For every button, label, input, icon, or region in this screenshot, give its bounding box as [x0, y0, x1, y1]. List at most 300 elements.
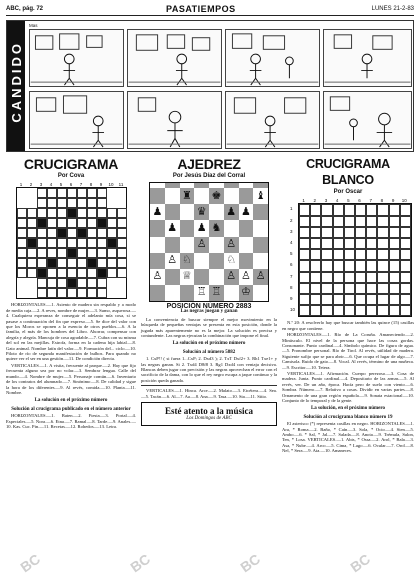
chess-square	[194, 285, 209, 301]
crucigrama-cell	[67, 188, 77, 198]
chess-square	[253, 188, 268, 204]
chess-piece-icon: ♝	[255, 189, 266, 202]
blanco-col-number: 4	[335, 198, 339, 203]
chess-square	[209, 237, 224, 253]
chess-square	[209, 285, 224, 301]
crucigrama-cell	[77, 218, 87, 228]
chess-piece-icon: ♕	[181, 270, 192, 283]
blanco-cell	[389, 283, 400, 294]
blanco-cell	[321, 305, 332, 316]
crucigrama-cell	[37, 208, 47, 218]
blanco-cell	[344, 294, 355, 305]
comic-drawing-7	[226, 92, 319, 148]
blanco-cell	[299, 283, 310, 294]
crucigrama-cell	[37, 228, 47, 238]
blanco-cell	[366, 260, 377, 271]
crucigrama-cell	[47, 238, 57, 248]
crucigrama-cell	[77, 228, 87, 238]
blanco-col-number: 10	[401, 198, 407, 203]
crucigrama-cell	[107, 248, 117, 258]
chess-square	[239, 237, 254, 253]
blanco-cell	[344, 283, 355, 294]
crucigrama-cell	[27, 278, 37, 288]
chess-piece-icon: ♘	[226, 254, 237, 267]
blanco-cell	[321, 294, 332, 305]
crucigrama-col-number: 3	[39, 182, 43, 187]
blanco-cell	[344, 238, 355, 249]
chess-square	[209, 188, 224, 204]
chess-piece-icon: ♙	[167, 254, 178, 267]
blanco-cell	[377, 227, 388, 238]
crucigrama-cell	[57, 268, 67, 278]
crucigrama-solution-note: La solución en el próximo número	[34, 398, 108, 404]
crucigrama-cell	[37, 238, 47, 248]
chess-square	[180, 220, 195, 236]
crucigrama-cell	[67, 288, 77, 298]
blanco-cell	[389, 272, 400, 283]
blanco-row-number: 6	[290, 262, 293, 268]
chess-square	[224, 204, 239, 220]
crucigrama-cell	[27, 218, 37, 228]
crucigrama-cell	[37, 278, 47, 288]
chess-square	[165, 220, 180, 236]
crucigrama-cell	[77, 208, 87, 218]
crucigrama-cell	[77, 198, 87, 208]
crucigrama-cell	[87, 288, 97, 298]
header-page-ref: ABC, pág. 72	[6, 6, 44, 12]
comic-drawing-3	[226, 30, 319, 86]
blanco-cell	[310, 272, 321, 283]
blanco-cell	[366, 204, 377, 215]
blanco-cell	[377, 283, 388, 294]
chess-piece-icon: ♙	[196, 238, 207, 251]
crucigrama-cell	[47, 228, 57, 238]
blanco-cell	[344, 204, 355, 215]
blanco-cell	[344, 272, 355, 283]
chess-square	[239, 220, 254, 236]
crucigrama-cell	[87, 208, 97, 218]
crucigrama-cell	[107, 278, 117, 288]
crucigrama-cell	[57, 218, 67, 228]
chess-square	[165, 204, 180, 220]
chess-square	[150, 285, 165, 301]
blanco-cell	[310, 283, 321, 294]
crucigrama-cell	[67, 198, 77, 208]
blanco-cell	[344, 216, 355, 227]
chess-square	[165, 237, 180, 253]
blanco-cell	[299, 272, 310, 283]
chess-square	[150, 237, 165, 253]
blanco-prev-solution-title: Solución al crucigrama blanco número 19	[303, 414, 393, 420]
crucigrama-cell	[97, 278, 107, 288]
chess-piece-icon: ♞	[211, 221, 222, 234]
crucigrama-col-number: 1	[19, 182, 23, 187]
crucigrama-cell	[37, 248, 47, 258]
blanco-cell	[366, 294, 377, 305]
chess-piece-icon: ♙	[226, 270, 237, 283]
chess-piece-icon: ♟	[152, 205, 163, 218]
crucigrama-cell	[17, 198, 27, 208]
crucigrama-cell	[47, 278, 57, 288]
blanco-cell	[400, 305, 411, 316]
chess-square	[224, 237, 239, 253]
crucigrama-cell	[87, 218, 97, 228]
crucigrama-cell	[67, 218, 77, 228]
crucigrama-cell	[57, 258, 67, 268]
crucigrama-cell	[47, 258, 57, 268]
blanco-cell	[310, 249, 321, 260]
crucigrama-cell	[117, 268, 127, 278]
blanco-cell	[400, 216, 411, 227]
chess-square	[224, 253, 239, 269]
watermark-1: BC	[17, 550, 43, 576]
chess-square	[253, 285, 268, 301]
chess-square	[239, 285, 254, 301]
crucigrama-cell	[37, 188, 47, 198]
chess-square	[194, 269, 209, 285]
chess-square	[253, 253, 268, 269]
crucigrama-cell	[67, 228, 77, 238]
blanco-col-number: 7	[369, 198, 372, 203]
blanco-cell	[310, 204, 321, 215]
chess-piece-icon: ♘	[181, 254, 192, 267]
blanco-cell	[310, 238, 321, 249]
crucigrama-cell	[97, 258, 107, 268]
crucigrama-cell	[97, 208, 107, 218]
blanco-cell	[366, 238, 377, 249]
blanco-title: CRUCIGRAMA BLANCO	[306, 157, 390, 187]
blanco-cell	[333, 260, 344, 271]
crucigrama-cell	[117, 188, 127, 198]
crucigrama-cell	[67, 248, 77, 258]
crucigrama-cell	[37, 258, 47, 268]
crucigrama-cell	[87, 268, 97, 278]
crucigrama-title: CRUCIGRAMA	[23, 156, 119, 172]
chess-piece-icon: ♙	[152, 270, 163, 283]
crucigrama-cell	[77, 288, 87, 298]
crucigrama-cell	[57, 278, 67, 288]
ajedrez-position-title: POSICIÓN NÚMERO 2883	[166, 303, 252, 310]
blanco-row-numbers	[290, 203, 298, 317]
chess-piece-icon: ♖	[196, 286, 207, 299]
blanco-cell	[299, 249, 310, 260]
crucigrama-col-number: 11	[118, 182, 124, 187]
blanco-cell	[299, 227, 310, 238]
comic-panel-5	[29, 91, 124, 149]
chess-square	[180, 237, 195, 253]
blanco-row-number: 1	[290, 206, 293, 212]
blanco-cell	[321, 227, 332, 238]
comic-drawing-2	[128, 30, 221, 86]
chess-board	[149, 182, 269, 302]
blanco-cell	[366, 283, 377, 294]
blanco-grid-area	[290, 198, 414, 317]
comic-caption: Mas	[29, 23, 38, 28]
blanco-cell	[355, 260, 366, 271]
blanco-cell	[400, 294, 411, 305]
blanco-cell	[355, 283, 366, 294]
ajedrez-intro: La conveniencia de buscar siempre el mejor movimiento en la búsqueda de pequeñas ventajas se presenta en esta posición, donde la jugada más aparentemente no es la mejor. La solución es precisa y contundente. Las negras ejecutan la combinación que impone el final.	[141, 316, 277, 339]
crucigrama-cell	[107, 238, 117, 248]
blanco-cell	[400, 249, 411, 260]
crucigrama-cell	[17, 258, 27, 268]
crucigrama-cell	[47, 208, 57, 218]
crucigrama-col-number: 5	[59, 182, 63, 187]
chess-square	[239, 204, 254, 220]
chess-piece-icon: ♙	[240, 270, 251, 283]
chess-piece-icon: ♟	[196, 221, 207, 234]
crucigrama-cell	[17, 238, 27, 248]
blanco-cell	[344, 227, 355, 238]
blanco-cell	[355, 272, 366, 283]
blanco-cell	[366, 227, 377, 238]
crucigrama-cell	[57, 188, 67, 198]
blanco-cell	[333, 249, 344, 260]
blanco-cell	[321, 260, 332, 271]
crucigrama-cell	[107, 288, 117, 298]
ajedrez-title: AJEDREZ	[177, 156, 241, 172]
crucigrama-cell	[87, 198, 97, 208]
chess-square	[165, 285, 180, 301]
crucigrama-cell	[57, 228, 67, 238]
crucigrama-cell	[27, 188, 37, 198]
crucigrama-cell	[87, 228, 97, 238]
crucigrama-cell	[27, 288, 37, 298]
comic-panel-6	[127, 91, 222, 149]
watermark-4: BC	[347, 550, 373, 576]
blanco-cell	[321, 216, 332, 227]
crucigrama-cell	[87, 188, 97, 198]
blanco-cell	[355, 227, 366, 238]
blanco-byline: Por Oscar	[333, 189, 363, 195]
ajedrez-column	[141, 156, 277, 426]
crucigrama-cell	[17, 218, 27, 228]
blanco-cell	[366, 216, 377, 227]
crucigrama-cell	[77, 188, 87, 198]
crucigrama-column	[6, 156, 136, 430]
ajedrez-prev-solution: 1. CxP!! ( si fuera 1...CxP; 2. Dxd3 ); 2. TxT Dxf2+ 3. Rh1 Txe1+ y las negras ganan. Si 2. Txd4 D8f8 3. Rg1 Dxd4 con ventaja decisiva. Blancas deben jugar con precisión y las negras aprovechan el error con el sacrificio de la dama, con lo que el rey negro escapa a jaque continuo y la posición queda ganada.	[141, 356, 277, 383]
blanco-cell	[333, 227, 344, 238]
chess-square	[165, 188, 180, 204]
blanco-cell	[299, 305, 310, 316]
blanco-cell	[310, 216, 321, 227]
chess-square	[194, 253, 209, 269]
blanco-cell	[344, 260, 355, 271]
blanco-cell	[344, 249, 355, 260]
comic-sidebar-label: CANDIDO	[9, 41, 24, 123]
blanco-verticales: VERTICALES.—1. Afirmación. Cuerpo perezoso.—3. Cosa de madera. Junta. Punto cardinal.—4. Depositario de las armas.—5. Al revés, ver. De un año, época. Hacía pero de suelo con viento.—6. Sombra. Número.—7. Relativo a cosas. Dividir en varias partes.—8. Ornamento de una gran región española.—9. Sonata estacional.—10. Conjunto de lo temporal y de la gente.	[282, 370, 414, 403]
blanco-row-number: 4	[290, 239, 293, 245]
blanco-cell	[333, 283, 344, 294]
crucigrama-cell	[17, 228, 27, 238]
crucigrama-cell	[77, 268, 87, 278]
blanco-cell	[299, 238, 310, 249]
crucigrama-cell	[27, 248, 37, 258]
crucigrama-cell	[97, 268, 107, 278]
crucigrama-cell	[77, 248, 87, 258]
crucigrama-cell	[37, 288, 47, 298]
blanco-cell	[377, 238, 388, 249]
blanco-cell	[389, 249, 400, 260]
blanco-cell	[355, 216, 366, 227]
chess-square	[253, 269, 268, 285]
crucigrama-cell	[107, 208, 117, 218]
crucigrama-cell	[57, 248, 67, 258]
blanco-cell	[321, 238, 332, 249]
crucigrama-cell	[97, 218, 107, 228]
blanco-col-number: 1	[302, 198, 305, 203]
crucigrama-byline: Por Cova	[57, 173, 85, 179]
chess-square	[209, 204, 224, 220]
crucigrama-cell	[77, 238, 87, 248]
header-section: PASATIEMPOS	[166, 4, 236, 14]
crucigrama-cell	[77, 278, 87, 288]
chess-square	[194, 188, 209, 204]
blanco-cell	[377, 305, 388, 316]
crucigrama-cell	[47, 248, 57, 258]
chess-square	[180, 204, 195, 220]
chess-square	[165, 253, 180, 269]
blanco-col-number: 3	[324, 198, 328, 203]
crucigrama-cell	[97, 248, 107, 258]
crucigrama-cell	[87, 238, 97, 248]
blanco-col-number: 6	[358, 198, 361, 203]
crucigrama-cell	[117, 278, 127, 288]
blanco-cell	[321, 204, 332, 215]
crucigrama-cell	[107, 228, 117, 238]
crucigrama-grid	[16, 187, 127, 299]
crucigrama-cell	[17, 288, 27, 298]
crucigrama-cell	[47, 288, 57, 298]
ajedrez-byline: Por Jesús Díaz del Corral	[172, 173, 246, 179]
blanco-cell	[400, 204, 411, 215]
crucigrama-cell	[17, 188, 27, 198]
blanco-cell	[377, 294, 388, 305]
chess-piece-icon: ♛	[196, 205, 207, 218]
music-ad	[141, 402, 277, 425]
blanco-cell	[355, 249, 366, 260]
crucigrama-cell	[57, 288, 67, 298]
blanco-cell	[321, 272, 332, 283]
crucigrama-cell	[97, 198, 107, 208]
chess-piece-icon: ♟	[240, 205, 251, 218]
crucigrama-cell	[17, 208, 27, 218]
blanco-cell	[355, 238, 366, 249]
blanco-cell	[400, 272, 411, 283]
chess-square	[180, 188, 195, 204]
verticales-box-text: VERTICALES.—1. Hinca. Arce.—2. Malato.—3. Etcétera.—4. Sea.—5. Tacán.—6. Al—7. Aa.—8. Ana.—9. Tasa.—10. Sta.—11. Sitio.	[141, 385, 277, 399]
crucigrama-cell	[57, 208, 67, 218]
blanco-row-number: 5	[290, 251, 293, 257]
crucigrama-cell	[47, 268, 57, 278]
crucigrama-cell	[77, 258, 87, 268]
chess-square	[165, 269, 180, 285]
comic-drawing-1	[30, 30, 123, 86]
crucigrama-cell	[17, 278, 27, 288]
page-header	[6, 4, 414, 16]
ajedrez-prev-solution-title: Solución al número 5882	[182, 349, 236, 355]
crucigrama-cell	[87, 248, 97, 258]
chess-square	[150, 253, 165, 269]
blanco-row-number: 2	[290, 217, 293, 223]
crucigrama-grid-area	[16, 182, 136, 299]
chess-piece-icon: ♚	[211, 189, 222, 202]
crucigrama-cell	[67, 208, 77, 218]
crucigrama-cell	[107, 198, 117, 208]
blanco-cell	[377, 204, 388, 215]
crucigrama-cell	[97, 228, 107, 238]
watermark-3: BC	[237, 550, 263, 576]
blanco-cell	[400, 238, 411, 249]
chess-square	[224, 220, 239, 236]
crucigrama-cell	[107, 268, 117, 278]
crucigrama-col-number: 8	[89, 182, 93, 187]
chess-square	[224, 285, 239, 301]
crucigrama-col-number: 4	[49, 182, 53, 187]
blanco-solution-note: La solución, en el próximo número	[310, 406, 386, 412]
blanco-col-number: 2	[313, 198, 317, 203]
crucigrama-cell	[87, 258, 97, 268]
blanco-cell	[333, 216, 344, 227]
blanco-cell	[333, 238, 344, 249]
blanco-cell	[389, 294, 400, 305]
blanco-cell	[366, 272, 377, 283]
blanco-col-number: 8	[380, 198, 384, 203]
crucigrama-cell	[57, 238, 67, 248]
crucigrama-cell	[67, 268, 77, 278]
crucigrama-cell	[107, 218, 117, 228]
chess-square	[239, 269, 254, 285]
comic-drawing-8	[324, 92, 411, 148]
blanco-cell	[400, 260, 411, 271]
blanco-cell	[299, 260, 310, 271]
blanco-cell	[389, 305, 400, 316]
chess-square	[253, 237, 268, 253]
blanco-row-number: 8	[290, 284, 293, 290]
comic-panel-7	[225, 91, 320, 149]
chess-square	[180, 269, 195, 285]
blanco-cell	[355, 294, 366, 305]
crucigrama-cell	[97, 238, 107, 248]
blanco-cell	[299, 204, 310, 215]
crucigrama-cell	[67, 278, 77, 288]
blanco-cell	[377, 260, 388, 271]
chess-square	[150, 204, 165, 220]
comic-panel-2	[127, 29, 222, 87]
crucigrama-cell	[57, 198, 67, 208]
blanco-cell	[333, 272, 344, 283]
crucigrama-verticales: VERTICALES.—1. A visita, frecuente al parque.—2. Hay que fijo frecuenta alguno sea por no volar.—3. Sembrar lengua. Calle del mundo.—4. Nombre de mujer.—5. Personaje común.—6. Inventario de los contratos del alumnado.—7. Sinónimo.—8. De calidad y sigue la hora de los diferentes.—9. Al revés, comida.—10. Planta.—11. Nombre.	[6, 362, 136, 395]
blanco-row-number: 7	[290, 273, 293, 279]
chess-piece-icon: ♜	[181, 189, 192, 202]
crucigrama-cell	[27, 238, 37, 248]
chess-square	[150, 220, 165, 236]
watermark-2: BC	[127, 550, 153, 576]
crucigrama-cell	[37, 268, 47, 278]
crucigrama-cell	[117, 288, 127, 298]
crucigrama-cell	[117, 198, 127, 208]
blanco-cell	[366, 249, 377, 260]
header-date: LUNES 21-2-83	[371, 6, 414, 12]
crucigrama-cell	[117, 218, 127, 228]
blanco-row-number: 3	[290, 228, 293, 234]
crucigrama-cell	[67, 238, 77, 248]
crucigrama-cell	[67, 258, 77, 268]
chess-square	[224, 188, 239, 204]
blanco-cell	[377, 249, 388, 260]
blanco-col-number: 9	[391, 198, 395, 203]
comic-sidebar	[7, 21, 25, 151]
